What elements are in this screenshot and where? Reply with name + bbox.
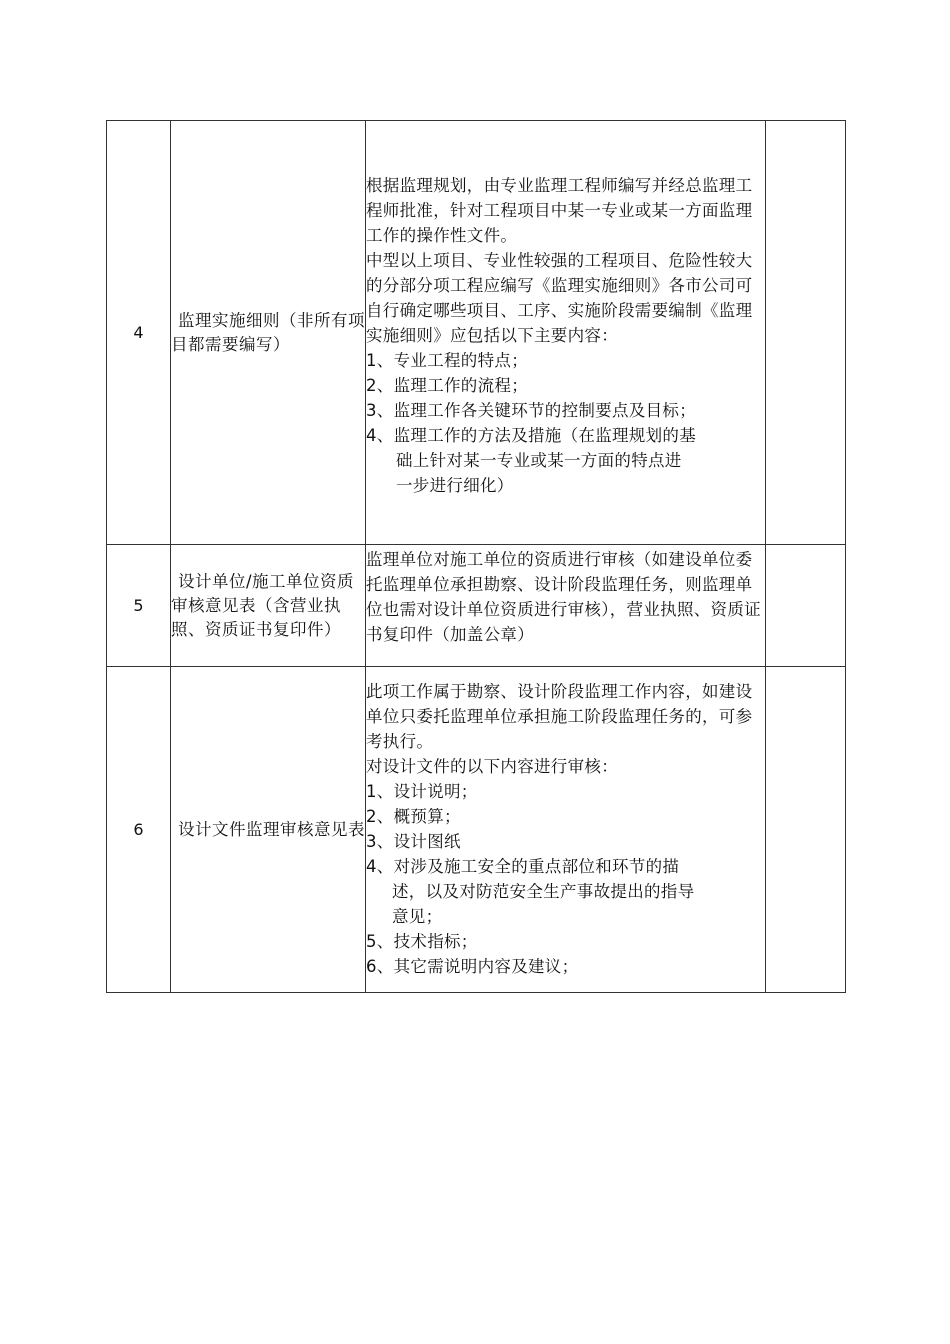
content-list-item: 3、设计图纸 <box>366 832 461 851</box>
item-name: 设计文件监理审核意见表 <box>171 667 366 993</box>
item-content <box>366 121 766 545</box>
item-content <box>366 667 766 993</box>
content-list-item: 1、设计说明； <box>366 782 478 801</box>
content-list-item: 4、监理工作的方法及措施（在监理规划的基 <box>366 426 696 445</box>
content-list-item: 1、专业工程的特点； <box>366 351 528 370</box>
content-list-item: 5、技术指标； <box>366 932 478 951</box>
row-number: 6 <box>107 667 171 993</box>
content-list-item: 4、对涉及施工安全的重点部位和环节的描 <box>366 857 680 876</box>
item-content <box>366 545 766 667</box>
table-row <box>107 121 846 545</box>
item-name: 设计单位/施工单位资质审核意见表（含营业执照、资质证书复印件） <box>171 545 366 667</box>
content-list-continuation: 一步进行细化） <box>396 476 514 495</box>
content-paragraph: 中型以上项目、专业性较强的工程项目、危险性较大的分部分项工程应编写《监理实施细则》各市公司可自行确定哪些项目、工序、实施阶段需要编制《监理实施细则》应包括以下主要内容： <box>366 251 753 345</box>
supervision-document-table <box>106 120 846 993</box>
content-list-continuation: 础上针对某一专业或某一方面的特点进 <box>396 451 682 470</box>
content-paragraph: 监理单位对施工单位的资质进行审核（如建设单位委托监理单位承担勘察、设计阶段监理任务，则监理单位也需对设计单位资质进行审核），营业执照、资质证书复印件（加盖公章） <box>366 550 761 644</box>
note-cell <box>766 545 846 667</box>
content-list-item: 3、监理工作各关键环节的控制要点及目标； <box>366 401 696 420</box>
content-list-continuation: 述，以及对防范安全生产事故提出的指导 <box>392 882 695 901</box>
content-paragraph: 根据监理规划，由专业监理工程师编写并经总监理工程师批准，针对工程项目中某一专业或某一方面监理工作的操作性文件。 <box>366 176 753 245</box>
content-list-item: 2、概预算； <box>366 807 461 826</box>
content-list-item: 6、其它需说明内容及建议； <box>366 957 579 976</box>
content-paragraph: 此项工作属于勘察、设计阶段监理工作内容，如建设单位只委托监理单位承担施工阶段监理任务的，可参考执行。 <box>366 682 753 751</box>
row-number: 5 <box>107 545 171 667</box>
row-number: 4 <box>107 121 171 545</box>
table-row <box>107 545 846 667</box>
content-paragraph: 对设计文件的以下内容进行审核： <box>366 757 618 776</box>
content-list-continuation: 意见； <box>392 907 443 926</box>
note-cell <box>766 667 846 993</box>
item-name: 监理实施细则（非所有项目都需要编写） <box>171 121 366 545</box>
note-cell <box>766 121 846 545</box>
table-row <box>107 667 846 993</box>
content-list-item: 2、监理工作的流程； <box>366 376 528 395</box>
